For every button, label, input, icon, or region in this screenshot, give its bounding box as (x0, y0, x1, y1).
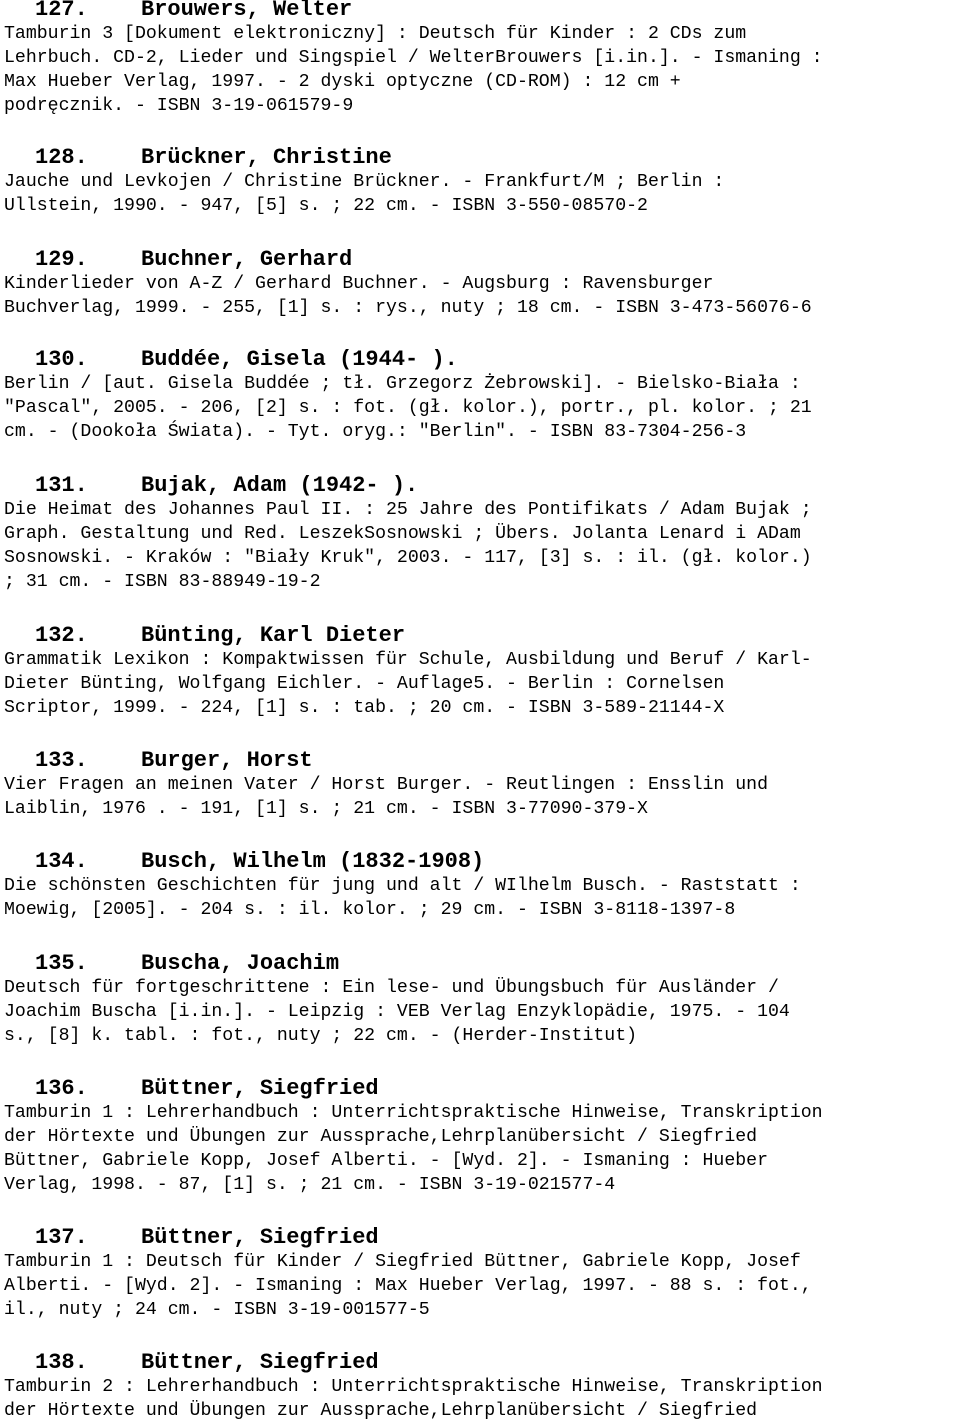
entry-author: Bünting, Karl Dieter (141, 623, 406, 648)
entry-description-line: ; 31 cm. - ISBN 83-88949-19-2 (4, 572, 321, 592)
entry-description-line: Verlag, 1998. - 87, [1] s. ; 21 cm. - ISBN 3-19-021577-4 (4, 1175, 616, 1195)
entry-description-line: Tamburin 2 : Lehrerhandbuch : Unterrichtspraktische Hinweise, Transkription (4, 1377, 823, 1397)
entry-description-line: Tamburin 1 : Lehrerhandbuch : Unterrichtspraktische Hinweise, Transkription (4, 1103, 823, 1123)
entry-author: Busch, Wilhelm (1832-1908) (141, 849, 485, 874)
entry-number: 137. (35, 1225, 88, 1250)
entry-number: 130. (35, 347, 88, 372)
entry-description-line: Berlin / [aut. Gisela Buddée ; tł. Grzegorz Żebrowski]. - Bielsko-Biała : (4, 374, 801, 394)
entry-description-line: Tamburin 3 [Dokument elektroniczny] : Deutsch für Kinder : 2 CDs zum (4, 24, 747, 44)
entry-author: Büttner, Siegfried (141, 1225, 379, 1250)
entry-description-line: der Hörtexte und Übungen zur Aussprache,Lehrplanübersicht / Siegfried (4, 1127, 758, 1147)
entry-number: 129. (35, 247, 88, 272)
entry-author: Bujak, Adam (1942- ). (141, 473, 419, 498)
entry-description-line: Jauche und Levkojen / Christine Brückner. - Frankfurt/M ; Berlin : (4, 172, 725, 192)
entry-number: 127. (35, 0, 88, 22)
entry-description-line: Max Hueber Verlag, 1997. - 2 dyski optyczne (CD-ROM) : 12 cm + (4, 72, 681, 92)
entry-description-line: Graph. Gestaltung und Red. LeszekSosnowski ; Übers. Jolanta Lenard i ADam (4, 524, 801, 544)
entry-number: 135. (35, 951, 88, 976)
entry-description-line: Deutsch für fortgeschrittene : Ein lese- und Übungsbuch für Ausländer / (4, 978, 779, 998)
entry-author: Burger, Horst (141, 748, 313, 773)
entry-description-line: der Hörtexte und Übungen zur Aussprache,Lehrplanübersicht / Siegfried (4, 1401, 758, 1421)
entry-number: 136. (35, 1076, 88, 1101)
entry-description-line: s., [8] k. tabl. : fot., nuty ; 22 cm. - (Herder-Institut) (4, 1026, 638, 1046)
entry-description-line: il., nuty ; 24 cm. - ISBN 3-19-001577-5 (4, 1300, 430, 1320)
entry-description-line: podręcznik. - ISBN 3-19-061579-9 (4, 96, 354, 116)
entry-description-line: Joachim Buscha [i.in.]. - Leipzig : VEB Verlag Enzyklopädie, 1975. - 104 (4, 1002, 790, 1022)
entry-author: Buddée, Gisela (1944- ). (141, 347, 458, 372)
entry-description-line: Scriptor, 1999. - 224, [1] s. : tab. ; 20 cm. - ISBN 3-589-21144-X (4, 698, 725, 718)
entry-number: 132. (35, 623, 88, 648)
entry-description-line: Ullstein, 1990. - 947, [5] s. ; 22 cm. - ISBN 3-550-08570-2 (4, 196, 648, 216)
entry-number: 138. (35, 1350, 88, 1375)
entry-author: Büttner, Siegfried (141, 1350, 379, 1375)
entry-description-line: Kinderlieder von A-Z / Gerhard Buchner. - Augsburg : Ravensburger (4, 274, 714, 294)
entry-description-line: Sosnowski. - Kraków : "Biały Kruk", 2003. - 117, [3] s. : il. (gł. kolor.) (4, 548, 812, 568)
entry-number: 134. (35, 849, 88, 874)
entry-description-line: Laiblin, 1976 . - 191, [1] s. ; 21 cm. - ISBN 3-77090-379-X (4, 799, 648, 819)
entry-author: Brückner, Christine (141, 145, 392, 170)
entry-description-line: cm. - (Dookoła Świata). - Tyt. oryg.: "Berlin". - ISBN 83-7304-256-3 (4, 422, 747, 442)
entry-description-line: Tamburin 1 : Deutsch für Kinder / Siegfried Büttner, Gabriele Kopp, Josef (4, 1252, 801, 1272)
entry-description-line: Die schönsten Geschichten für jung und alt / WIlhelm Busch. - Raststatt : (4, 876, 801, 896)
entry-description-line: Büttner, Gabriele Kopp, Josef Alberti. - [Wyd. 2]. - Ismaning : Hueber (4, 1151, 768, 1171)
entry-number: 131. (35, 473, 88, 498)
entry-description-line: Lehrbuch. CD-2, Lieder und Singspiel / WelterBrouwers [i.in.]. - Ismaning : (4, 48, 823, 68)
entry-number: 128. (35, 145, 88, 170)
entry-description-line: Dieter Bünting, Wolfgang Eichler. - Auflage5. - Berlin : Cornelsen (4, 674, 725, 694)
entry-description-line: "Pascal", 2005. - 206, [2] s. : fot. (gł. kolor.), portr., pl. kolor. ; 21 (4, 398, 812, 418)
entry-description-line: Die Heimat des Johannes Paul II. : 25 Jahre des Pontifikats / Adam Bujak ; (4, 500, 812, 520)
entry-author: Buscha, Joachim (141, 951, 340, 976)
entry-description-line: Grammatik Lexikon : Kompaktwissen für Schule, Ausbildung und Beruf / Karl- (4, 650, 812, 670)
entry-author: Büttner, Siegfried (141, 1076, 379, 1101)
entry-author: Brouwers, Welter (141, 0, 353, 22)
entry-description-line: Vier Fragen an meinen Vater / Horst Burger. - Reutlingen : Ensslin und (4, 775, 768, 795)
entry-description-line: Buchverlag, 1999. - 255, [1] s. : rys., nuty ; 18 cm. - ISBN 3-473-56076-6 (4, 298, 812, 318)
entry-description-line: Alberti. - [Wyd. 2]. - Ismaning : Max Hueber Verlag, 1997. - 88 s. : fot., (4, 1276, 812, 1296)
entry-number: 133. (35, 748, 88, 773)
entry-author: Buchner, Gerhard (141, 247, 353, 272)
entry-description-line: Moewig, [2005]. - 204 s. : il. kolor. ; 29 cm. - ISBN 3-8118-1397-8 (4, 900, 736, 920)
